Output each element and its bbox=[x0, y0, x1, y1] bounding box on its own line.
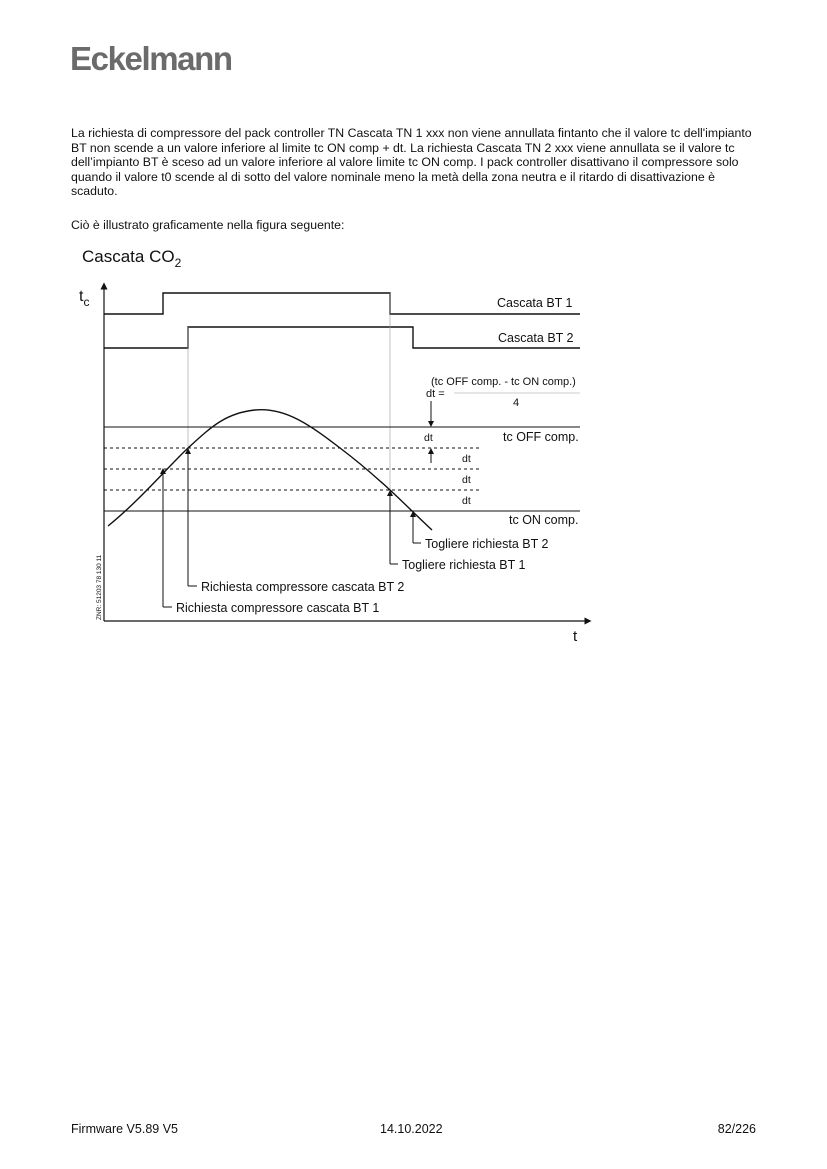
dt-label: dt bbox=[462, 495, 471, 507]
dt-label: dt bbox=[424, 432, 433, 444]
cascade-bt1-label: Cascata BT 1 bbox=[497, 296, 573, 310]
footer-firmware-version: Firmware V5.89 V5 bbox=[71, 1122, 178, 1136]
x-axis-label: t bbox=[573, 628, 578, 645]
dt-label: dt bbox=[462, 453, 471, 465]
footer-page-number: 82/226 bbox=[717, 1122, 756, 1136]
remove-bt1-label: Togliere richiesta BT 1 bbox=[402, 558, 526, 572]
dt-label: dt bbox=[462, 474, 471, 486]
remove-bt2-label: Togliere richiesta BT 2 bbox=[425, 537, 549, 551]
formula-lhs: dt = bbox=[426, 388, 445, 400]
company-logo: Eckelmann bbox=[70, 40, 232, 77]
temperature-curve bbox=[108, 410, 432, 530]
figure-intro-paragraph: Ciò è illustrato graficamente nella figura seguente: bbox=[71, 218, 345, 232]
cascade-bt2-label: Cascata BT 2 bbox=[498, 331, 574, 345]
drawing-number: ZNR: 51203 78 130 11 bbox=[96, 554, 103, 620]
figure-title: Cascata $CO_2$ bbox=[82, 247, 182, 270]
footer-date: 14.10.2022 bbox=[380, 1122, 443, 1136]
formula-numerator: (tc OFF comp. - tc ON comp.) bbox=[431, 376, 576, 388]
formula-denominator: 4 bbox=[513, 397, 520, 409]
body-paragraph: La richiesta di compressore del pack controller TN Cascata TN 1 xxx non viene annullata fintanto che il valore tc dell'impianto BT non scende a un valore inferiore al limite tc ON comp + dt. La richiesta Cascata TN 2 xxx viene annullata se il valore tc dell’impianto BT è sceso ad un valore inferiore al valore limite tc ON comp. I pack controller disattivano il compressore solo quando il valore t0 scende al di sotto del valore nominale meno la metà della zona neutra e il ritardo di disattivazione è scaduto. bbox=[71, 126, 752, 199]
tc-off-label: tc OFF comp. bbox=[503, 430, 579, 444]
request-bt2-label: Richiesta compressore cascata BT 2 bbox=[201, 580, 405, 594]
tc-on-label: tc ON comp. bbox=[509, 513, 579, 527]
y-axis-label: $t_c$ bbox=[79, 288, 90, 309]
request-bt1-label: Richiesta compressore cascata BT 1 bbox=[176, 601, 380, 615]
